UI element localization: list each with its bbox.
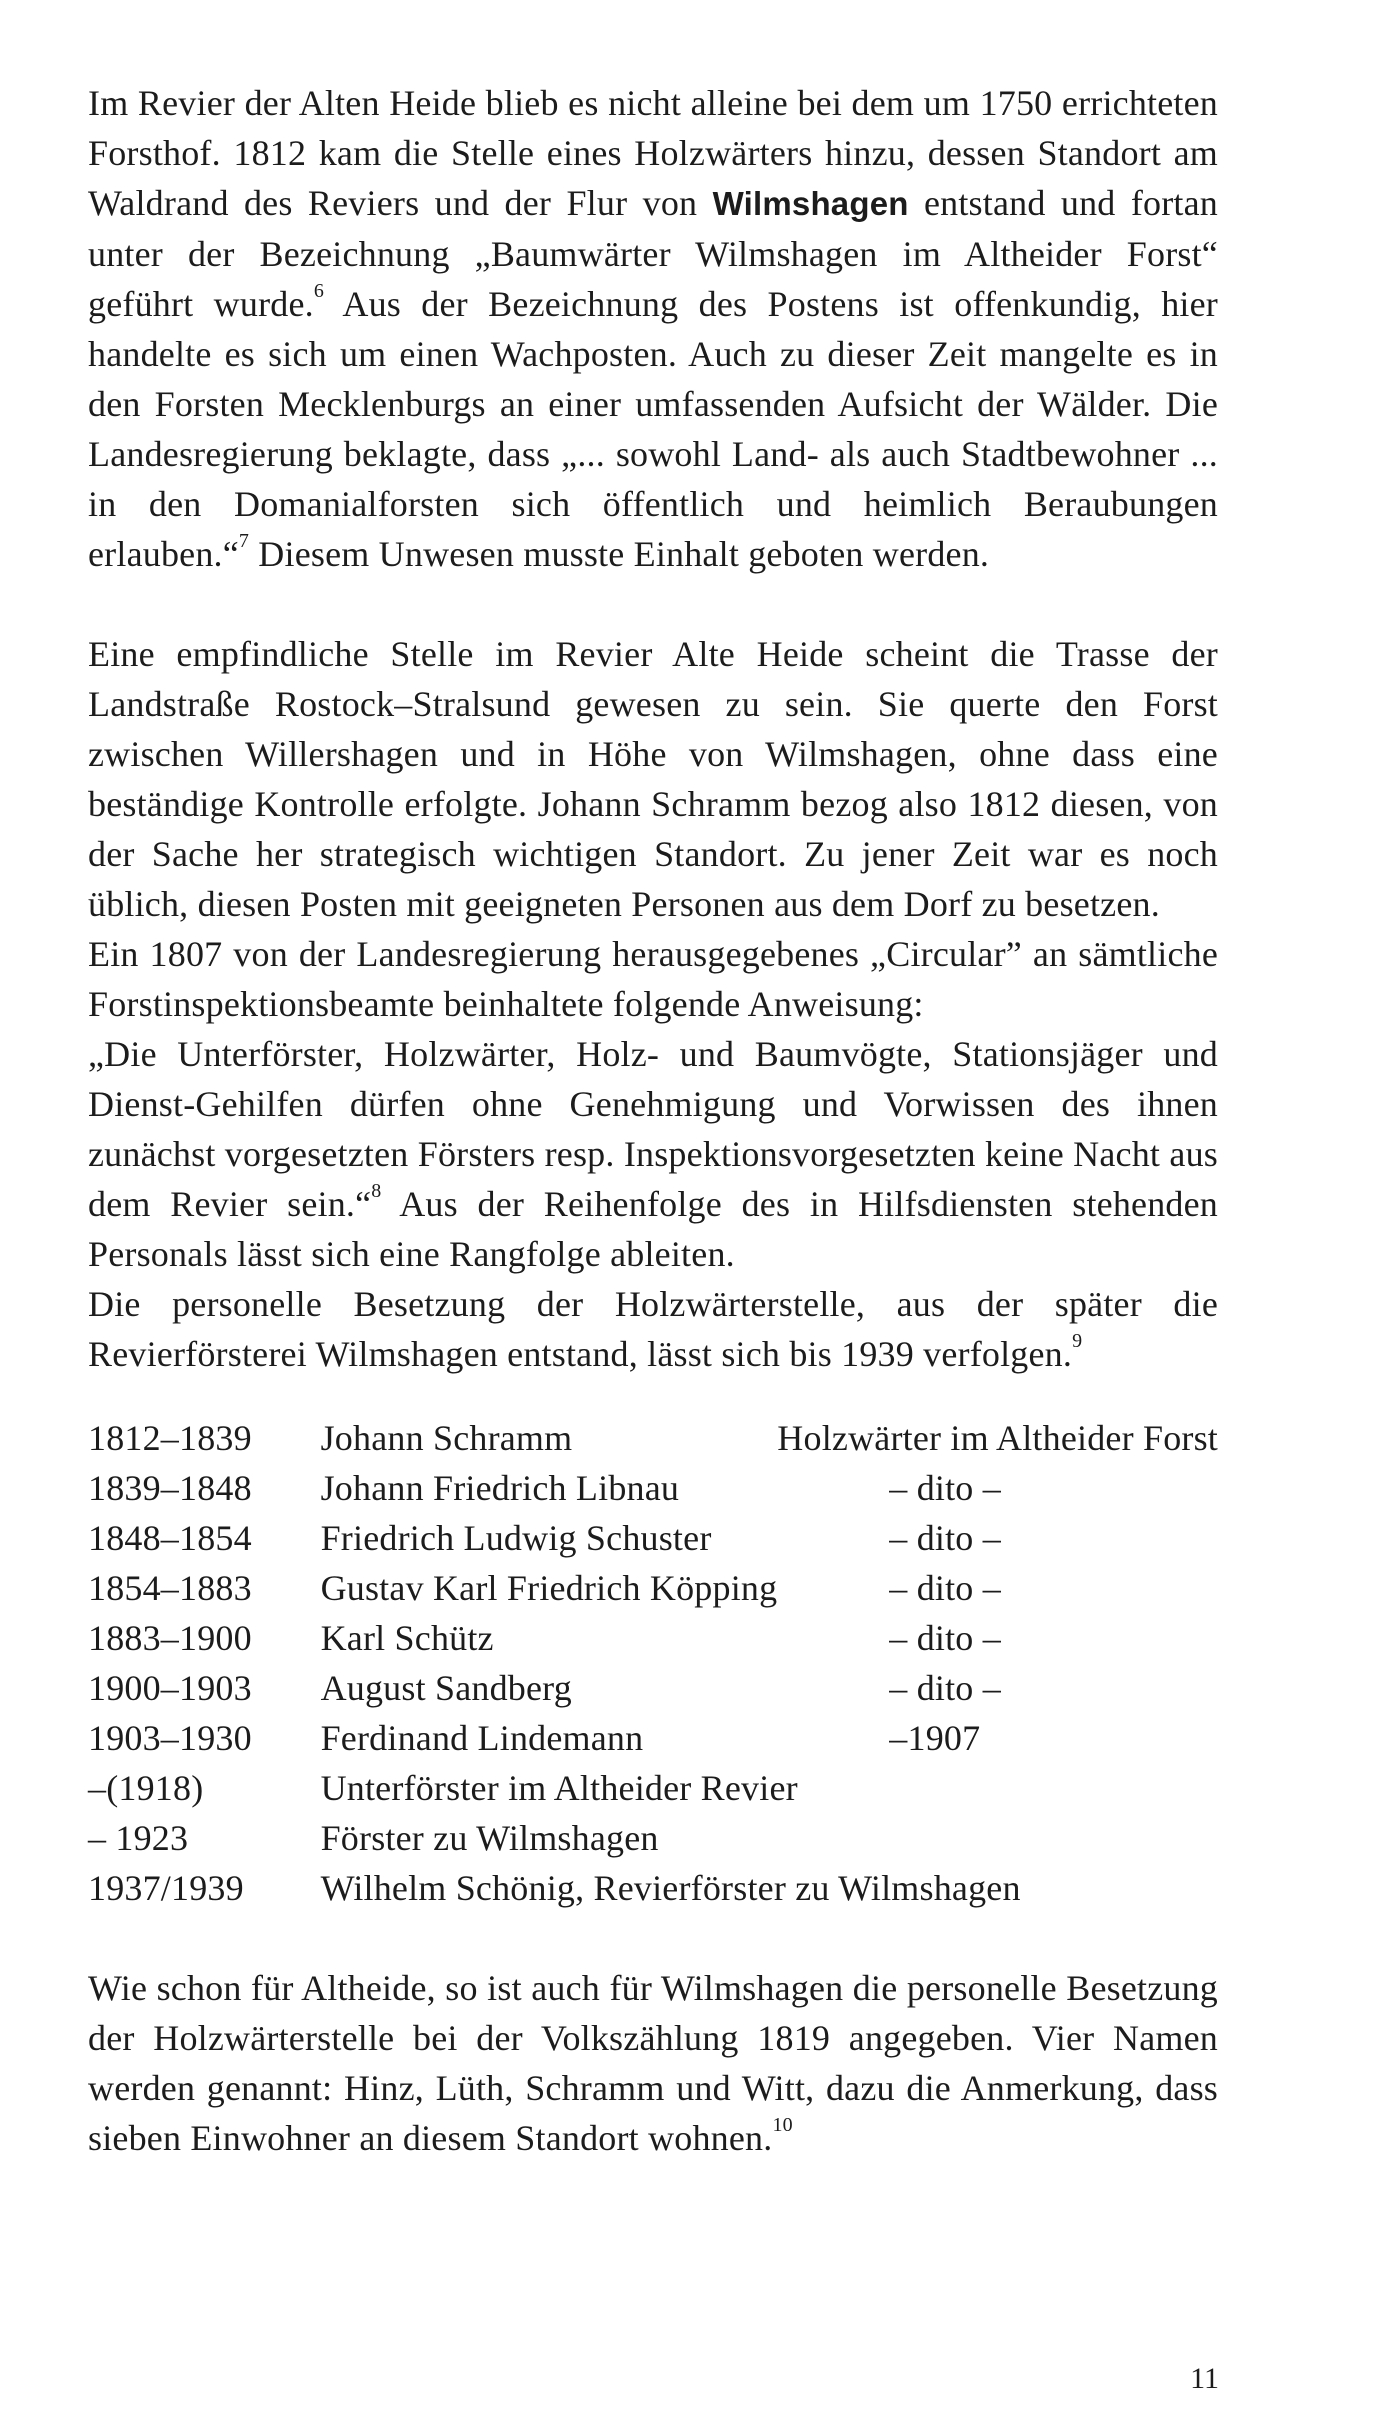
- table-row: [88, 1413, 1218, 1463]
- footnote-ref: 8: [371, 1180, 382, 1202]
- name-cell: Johann Schramm: [320, 1418, 573, 1458]
- footnote-ref: 10: [772, 2114, 793, 2136]
- footnote-ref: 9: [1072, 1330, 1083, 1352]
- paragraph-gap: [88, 579, 1218, 629]
- bold-place-name: Wilmshagen: [712, 185, 909, 222]
- years-cell: 1848–1854: [88, 1518, 252, 1558]
- years-cell: 1903–1930: [88, 1718, 252, 1758]
- paragraph-text: Diesem Unwesen musste Einhalt geboten werden.: [249, 534, 990, 574]
- note-cell: Holzwärter im Altheider Forst: [777, 1418, 1218, 1458]
- paragraph-quote: [88, 1029, 1218, 1279]
- paragraph-volkszaehlung: [88, 1963, 1218, 2163]
- table-row: [88, 1763, 1218, 1813]
- name-cell: Förster zu Wilmshagen: [320, 1818, 659, 1858]
- note-cell: – dito –: [889, 1568, 1001, 1608]
- paragraph-forsthof: [88, 78, 1218, 579]
- note-cell: – dito –: [889, 1468, 1001, 1508]
- name-cell: Ferdinand Lindemann: [320, 1718, 644, 1758]
- page-number: 11: [1190, 2362, 1219, 2395]
- note-cell: – dito –: [889, 1518, 1001, 1558]
- table-row: [88, 1563, 1218, 1613]
- note-cell: – dito –: [889, 1668, 1001, 1708]
- table-gap: [88, 1379, 1218, 1413]
- note-cell: – dito –: [889, 1618, 1001, 1658]
- name-cell: Wilhelm Schönig, Revierförster zu Wilmshagen: [320, 1868, 1021, 1908]
- name-cell: Karl Schütz: [320, 1618, 494, 1658]
- paragraph-landstrasse: Eine empfindliche Stelle im Revier Alte Heide scheint die Trasse der Landstraße Rostock–Stralsund gewesen zu sein. Sie querte den Forst zwischen Willershagen und in Höhe von Wilmshagen, ohne dass eine beständige Kontrolle erfolgte. Johann Schramm bezog also 1812 diesen, von der Sache her strategisch wichtigen Standort. Zu jener Zeit war es noch üblich, diesen Posten mit geeigneten Personen aus dem Dorf zu besetzen.: [88, 634, 1218, 924]
- paragraph-text: Aus der Reihenfolge des in Hilfsdiensten stehenden Personals lässt sich eine Rangfolge ableiten.: [88, 1184, 1218, 1274]
- name-cell: Johann Friedrich Libnau: [320, 1468, 680, 1508]
- years-cell: 1812–1839: [88, 1418, 252, 1458]
- name-cell: Unterförster im Altheider Revier: [320, 1768, 798, 1808]
- table-row: [88, 1663, 1218, 1713]
- paragraph-text: Wie schon für Altheide, so ist auch für Wilmshagen die personelle Besetzung der Holzwärterstelle bei der Volkszählung 1819 angegeben. Vier Namen werden genannt: Hinz, Lüth, Schramm und Witt, dazu die Anmerkung, dass sieben Einwohner an diesem Standort wohnen.: [88, 1968, 1218, 2158]
- footnote-ref: 6: [313, 280, 325, 302]
- name-cell: Friedrich Ludwig Schuster: [320, 1518, 712, 1558]
- table-row: [88, 1613, 1218, 1663]
- paragraph-circular: Ein 1807 von der Landesregierung herausgegebenes „Circular” an sämtliche Forstinspektionsbeamte beinhaltete folgende Anweisung:: [88, 934, 1218, 1024]
- table-row: [88, 1863, 1218, 1913]
- years-cell: – 1923: [88, 1818, 189, 1858]
- table-row: [88, 1813, 1218, 1863]
- footnote-ref: 7: [238, 530, 250, 552]
- years-cell: 1854–1883: [88, 1568, 252, 1608]
- note-cell: –1907: [889, 1718, 981, 1758]
- table-row: [88, 1513, 1218, 1563]
- paragraph-besetzung: [88, 1279, 1218, 1379]
- paragraph-gap: [88, 1913, 1218, 1963]
- paragraph-text: „Die Unterförster, Holzwärter, Holz- und Baumvögte, Stationsjäger und Dienst-Gehilfen dürfen ohne Genehmigung und Vorwissen des ihnen zunächst vorgesetzten Försters resp. Inspektionsvorgesetzten keine Nacht aus dem Revier sein.“: [88, 1034, 1218, 1224]
- paragraph-text: Im Revier der Alten Heide blieb es nicht alleine bei dem um 1750 errichteten Forsthof. 1812 kam die Stelle eines Holzwärters hinzu, dessen Standort am Waldrand des Reviers und der Flur von: [88, 83, 1218, 223]
- page-body: [88, 78, 1218, 2163]
- years-cell: 1883–1900: [88, 1618, 252, 1658]
- name-cell: Gustav Karl Friedrich Köpping: [320, 1568, 778, 1608]
- staff-table: [88, 1413, 1218, 1913]
- paragraph-text: Die personelle Besetzung der Holzwärterstelle, aus der später die Revierförsterei Wilmshagen entstand, lässt sich bis 1939 verfolgen.: [88, 1284, 1218, 1374]
- years-cell: 1839–1848: [88, 1468, 252, 1508]
- table-row: [88, 1463, 1218, 1513]
- table-row: [88, 1713, 1218, 1763]
- years-cell: –(1918): [88, 1768, 204, 1808]
- paragraph-text: Aus der Bezeichnung des Postens ist offenkundig, hier handelte es sich um einen Wachposten. Auch zu dieser Zeit mangelte es in den Forsten Mecklenburgs an einer umfassenden Aufsicht der Wälder. Die Landesregierung beklagte, dass „... sowohl Land- als auch Stadtbewohner ... in den Domanialforsten sich öffentlich und heimlich Beraubungen erlauben.“: [88, 284, 1218, 574]
- name-cell: August Sandberg: [320, 1668, 572, 1708]
- paragraph-text: entstand und fortan unter der Bezeichnung „Baumwärter Wilmshagen im Altheider Forst“ geführt wurde.: [88, 183, 1218, 324]
- years-cell: 1900–1903: [88, 1668, 252, 1708]
- years-cell: 1937/1939: [88, 1868, 244, 1908]
